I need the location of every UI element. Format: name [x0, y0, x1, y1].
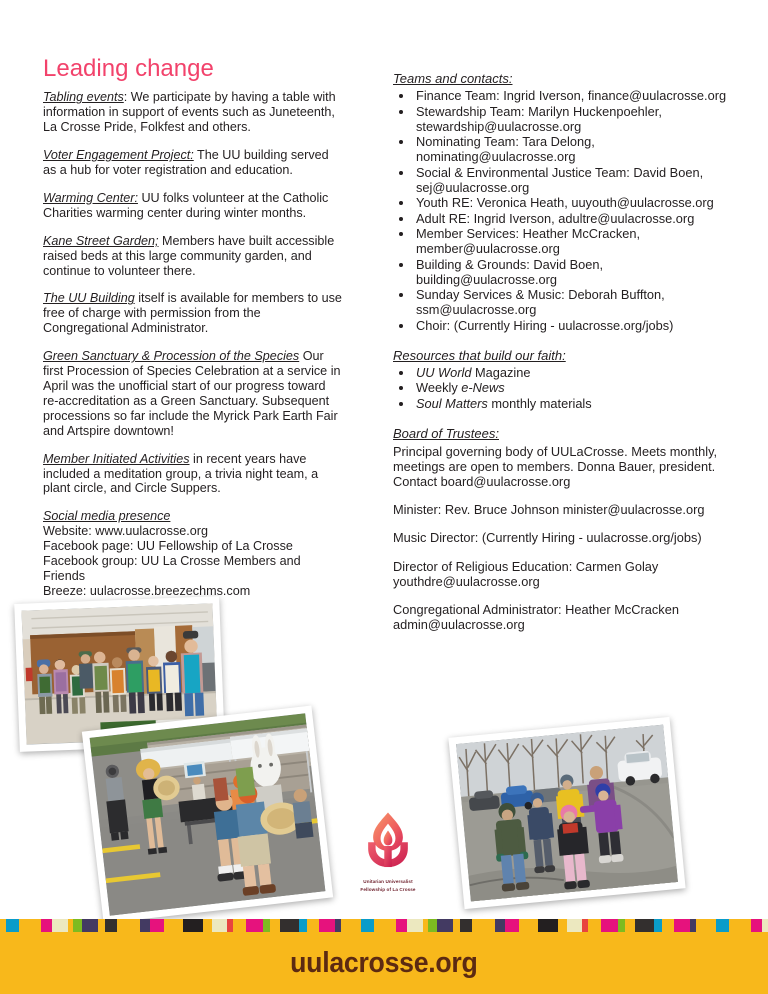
paragraph-body: itself is available for members to use free of charge with permission from the Congregational Administrator. — [43, 291, 342, 336]
paragraph-voter-engagement — [43, 148, 343, 178]
paragraph-body: Our first Procession of Species Celebration at a service in April was the unofficial start of our progress toward re-accreditation as a Green Sanctuary. Subsequent processions so far include the Myrick Park Earth Fair and Artspire downtown! — [43, 349, 341, 438]
stripe-segment — [233, 919, 246, 932]
list-item: • Finance Team: Ingrid Iverson, finance@uulacrosse.org — [414, 88, 741, 103]
list-item: • Nominating Team: Tara Delong, nominating@uulacrosse.org — [414, 134, 741, 164]
winter-walk-photo-graphic — [456, 725, 678, 902]
stripe-segment — [374, 919, 396, 932]
stripe-segment — [319, 919, 335, 932]
staff-congregational-administrator: Congregational Administrator: Heather McCracken admin@uulacrosse.org — [393, 601, 679, 633]
paragraph-lead-suffix: : — [123, 90, 128, 105]
stripe-segment — [150, 919, 164, 932]
social-media-block — [43, 509, 343, 598]
stripe-segment — [696, 919, 710, 932]
paragraph-body: We participate by having a table with information in support of events such as Juneteenth, La Crosse Pride, Folkfest and others. — [43, 90, 336, 135]
stripe-segment — [270, 919, 280, 932]
logo-line-1: Unitarian Universalist — [363, 879, 413, 884]
teams-and-contacts-list — [393, 88, 741, 333]
paragraph-lead: Tabling events — [43, 90, 124, 105]
paragraph-green-sanctuary — [43, 349, 343, 438]
stripe-segment — [662, 919, 674, 932]
stripe-segment — [263, 919, 270, 932]
stripe-segment — [6, 919, 19, 932]
stripe-segment — [246, 919, 263, 932]
stripe-segment — [19, 919, 41, 932]
stripe-segment — [674, 919, 690, 932]
stripe-segment — [654, 919, 662, 932]
staff-director-religious-education: Director of Religious Education: Carmen Golay youthdre@uulacrosse.org — [393, 558, 659, 589]
stripe-segment — [407, 919, 423, 932]
paragraph-member-initiated-activities — [43, 452, 343, 497]
footer-color-stripe — [0, 919, 768, 932]
procession-photo-graphic — [90, 713, 326, 915]
stripe-segment — [716, 919, 729, 932]
board-of-trustees-heading: Board of Trustees: — [393, 425, 499, 441]
stripe-segment — [341, 919, 355, 932]
stripe-segment — [762, 919, 768, 932]
paragraph-tabling-events — [43, 90, 343, 135]
resources-list — [393, 365, 741, 411]
list-item: • Member Services: Heather McCracken, member@uulacrosse.org — [414, 226, 741, 256]
paragraph-lead: Member Initiated Activities — [43, 451, 190, 466]
stripe-segment — [635, 919, 654, 932]
social-breeze: Breeze: uulacrosse.breezechms.com — [43, 583, 251, 598]
list-item: • Adult RE: Ingrid Iverson, adultre@uulacrosse.org — [414, 211, 741, 226]
paragraph-body: UU folks volunteer at the Catholic Charities warming center during winter months. — [43, 190, 329, 220]
stripe-segment — [519, 919, 527, 932]
paragraph-kane-street-garden — [43, 234, 343, 279]
resource-title: UU World — [416, 364, 472, 380]
footer-bar — [0, 932, 768, 994]
photo-winter-group-walk — [448, 717, 685, 909]
staff-music-director: Music Director: (Currently Hiring - uulacrosse.org/jobs) — [393, 530, 702, 546]
resource-rest: Magazine — [471, 364, 531, 380]
paragraph-lead: Voter Engagement Project: — [43, 148, 194, 163]
stripe-segment — [41, 919, 52, 932]
uu-chalice-logo — [349, 810, 427, 902]
stripe-segment — [505, 919, 519, 932]
right-column — [393, 71, 741, 645]
stripe-segment — [396, 919, 407, 932]
stripe-segment — [82, 919, 98, 932]
stripe-segment — [588, 919, 601, 932]
photo-frame — [90, 713, 326, 915]
social-facebook-page: Facebook page: UU Fellowship of La Crosse — [43, 539, 293, 554]
paragraph-body: The UU building served as a hub for voter registration and education. — [43, 148, 329, 178]
stripe-segment — [625, 919, 635, 932]
resource-title: e-News — [461, 380, 505, 395]
stripe-segment — [527, 919, 538, 932]
staff-minister: Minister: Rev. Bruce Johnson minister@uulacrosse.org — [393, 502, 705, 518]
stripe-segment — [567, 919, 582, 932]
list-item: • Youth RE: Veronica Heath, uuyouth@uulacrosse.org — [414, 195, 741, 210]
paragraph-warming-center — [43, 191, 343, 221]
list-item: • Building & Grounds: David Boen, building@uulacrosse.org — [414, 257, 741, 287]
stripe-segment — [460, 919, 472, 932]
stripe-segment — [280, 919, 299, 932]
list-item: • Sunday Services & Music: Deborah Buffton, ssm@uulacrosse.org — [414, 287, 741, 317]
stripe-segment — [105, 919, 117, 932]
stripe-segment — [183, 919, 203, 932]
board-of-trustees-body: Principal governing body of UULaCrosse. Meets monthly, meetings are open to members. Donna Bauer, president. Contact board@uulacrosse.org — [393, 443, 718, 489]
photo-frame — [456, 725, 678, 902]
stripe-segment — [299, 919, 307, 932]
stripe-segment — [618, 919, 625, 932]
stripe-segment — [437, 919, 453, 932]
resource-prefix: Weekly — [416, 380, 462, 395]
paragraph-lead: Warming Center: — [43, 190, 138, 205]
social-facebook-group: Facebook group: UU La Crosse Members and Friends — [43, 554, 301, 583]
stripe-segment — [601, 919, 618, 932]
list-item: • Choir: (Currently Hiring - uulacrosse.org/jobs) — [414, 318, 741, 333]
stripe-segment — [73, 919, 82, 932]
stripe-segment — [729, 919, 751, 932]
list-item — [414, 396, 741, 411]
stripe-segment — [122, 919, 140, 932]
paragraph-lead: The UU Building — [43, 291, 135, 306]
paragraph-body: in recent years have included a meditation group, a trivia night team, a plant circle, and Circle Suppers. — [43, 451, 319, 496]
stripe-segment — [361, 919, 374, 932]
stripe-segment — [428, 919, 437, 932]
stripe-segment — [477, 919, 495, 932]
list-item — [414, 380, 741, 395]
stripe-segment — [52, 919, 68, 932]
stripe-segment — [212, 919, 227, 932]
stripe-segment — [751, 919, 762, 932]
stripe-segment — [307, 919, 319, 932]
stripe-segment — [164, 919, 172, 932]
paragraph-body: Members have built accessible raised beds at this large community garden, and continue to volunteer there. — [43, 233, 335, 278]
page-title: Leading change — [43, 55, 214, 82]
footer-url: uulacrosse.org — [290, 946, 478, 979]
paragraph-uu-building — [43, 291, 343, 336]
paragraph-lead: Green Sanctuary & Procession of the Species — [43, 349, 300, 364]
list-item: • Stewardship Team: Marilyn Huckenpoehler, stewardship@uulacrosse.org — [414, 104, 741, 134]
stripe-segment — [495, 919, 505, 932]
stripe-segment — [140, 919, 150, 932]
teams-and-contacts-heading: Teams and contacts: — [393, 71, 513, 86]
stripe-segment — [453, 919, 460, 932]
list-item: • Social & Environmental Justice Team: David Boen, sej@uulacrosse.org — [414, 165, 741, 195]
stripe-segment — [203, 919, 212, 932]
social-website: Website: www.uulacrosse.org — [43, 524, 208, 539]
resource-rest: monthly materials — [487, 395, 592, 411]
social-media-heading: Social media presence — [43, 509, 171, 524]
stripe-segment — [98, 919, 105, 932]
resource-title: Soul Matters — [416, 395, 488, 411]
stripe-segment — [558, 919, 567, 932]
stripe-segment — [172, 919, 183, 932]
left-column — [43, 56, 343, 599]
paragraph-lead: Kane Street Garden; — [43, 233, 159, 248]
logo-line-2: Fellowship of La Crosse — [360, 887, 416, 893]
flaming-chalice-icon — [357, 810, 419, 872]
stripe-segment — [538, 919, 558, 932]
photo-procession-of-the-species — [82, 706, 333, 924]
resources-heading: Resources that build our faith: — [393, 347, 566, 363]
list-item — [414, 365, 741, 380]
